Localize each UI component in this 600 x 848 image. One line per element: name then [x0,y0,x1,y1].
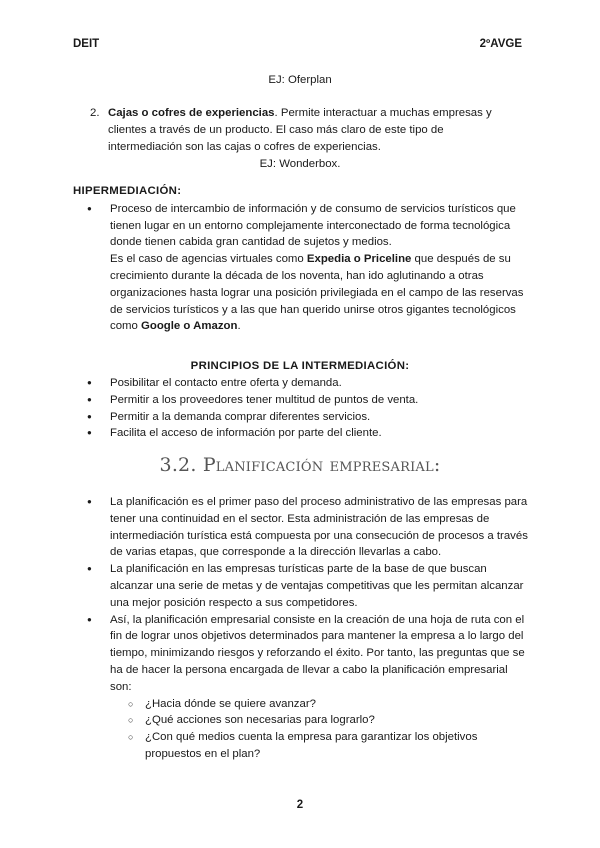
numbered-item-2 [90,105,520,155]
bold-text: Expedia o Priceline [306,253,412,266]
list-item: ● Facilita el acceso de información por parte del cliente. [73,425,528,442]
questions-list [73,696,528,763]
example-wonderbox: EJ: Wonderbox. [259,158,341,170]
sub-list-item: ○ ¿Con qué medios cuenta la empresa para garantizar los objetivos propuestos en el plan? [73,729,528,763]
list-item: ● Posibilitar el contacto entre oferta y demanda. [73,375,528,392]
list-item [73,201,528,335]
hipermediacion-section [73,183,528,335]
text: . [237,320,241,333]
bold-text: Google o Amazon [141,320,238,333]
principios-heading: PRINCIPIOS DE LA INTERMEDIACIÓN: [190,360,410,372]
hipermediacion-heading: HIPERMEDIACIÓN: [73,185,182,197]
hipermediacion-list [73,201,528,335]
page-number: 2 [296,799,304,811]
text: Es el caso de agencias virtuales como [110,253,307,266]
list-item: ● La planificación es el primer paso del proceso administrativo de las empresas para tener una continuidad en el sector. Esta administración de las empresas de intermediación turística está compuesta por una consecución de procesos a través de varias etapas, que corresponde a la dirección llevarlas a cabo. [73,494,528,561]
list-item: ● Permitir a los proveedores tener multitud de puntos de venta. [73,392,528,409]
planificacion-list [73,494,528,696]
item-rest: . Permite interactuar a muchas empresas y clientes a través de un producto. El caso más claro de este tipo de intermediación son las cajas o cofres de experiencias. [108,107,492,153]
list-item [73,612,528,696]
header-right: 2ºAVGE [479,38,522,50]
text: que después de su crecimiento durante la década de los noventa, han ido aglutinando a otras organizaciones hasta lograr una posición privilegiada en el campo de las reservas de servicios turísticos y a las que han querido unirse otros gigantes tecnológicos como [110,253,524,333]
item-text [108,105,520,155]
sub-list-item: ○ ¿Qué acciones son necesarias para lograrlo? [73,712,528,729]
section-title: 3.2. Planificación empresarial: [159,454,441,476]
list-item-text: ● Así, la planificación empresarial consiste en la creación de una hoja de ruta con el fin de lograr unos objetivos determinados para mantener la empresa a lo largo del tiempo, minimizando riesgos y reforzando el éxito. Por tanto, las preguntas que se ha de hacer la persona encargada de llevar a cabo la planificación empresarial son: [110,613,525,693]
list-item: ● La planificación en las empresas turísticas parte de la base de que buscan alcanzar una serie de metas y de ventajas competitivas que les permitan alcanzar una mejor posición respecto a sus competidores. [73,561,528,611]
list-item: ● Permitir a la demanda comprar diferentes servicios. [73,409,528,426]
example-oferplan: EJ: Oferplan [268,74,332,86]
hiper-paragraph-2 [110,251,528,335]
planificacion-section [73,494,528,763]
principios-section [73,375,528,442]
item-bold: Cajas o cofres de experiencias [108,107,275,119]
hiper-paragraph-1: ● Proceso de intercambio de información y de consumo de servicios turísticos que tienen lugar en un entorno complejamente interconectado de forma tecnológica donde tienen cabida gran cantidad de sujetos y medios. [110,202,516,249]
principios-list [73,375,528,442]
header-left: DEIT [73,38,100,50]
item-number: 2. [90,107,100,119]
sub-list-item: ○ ¿Hacia dónde se quiere avanzar? [73,696,528,713]
